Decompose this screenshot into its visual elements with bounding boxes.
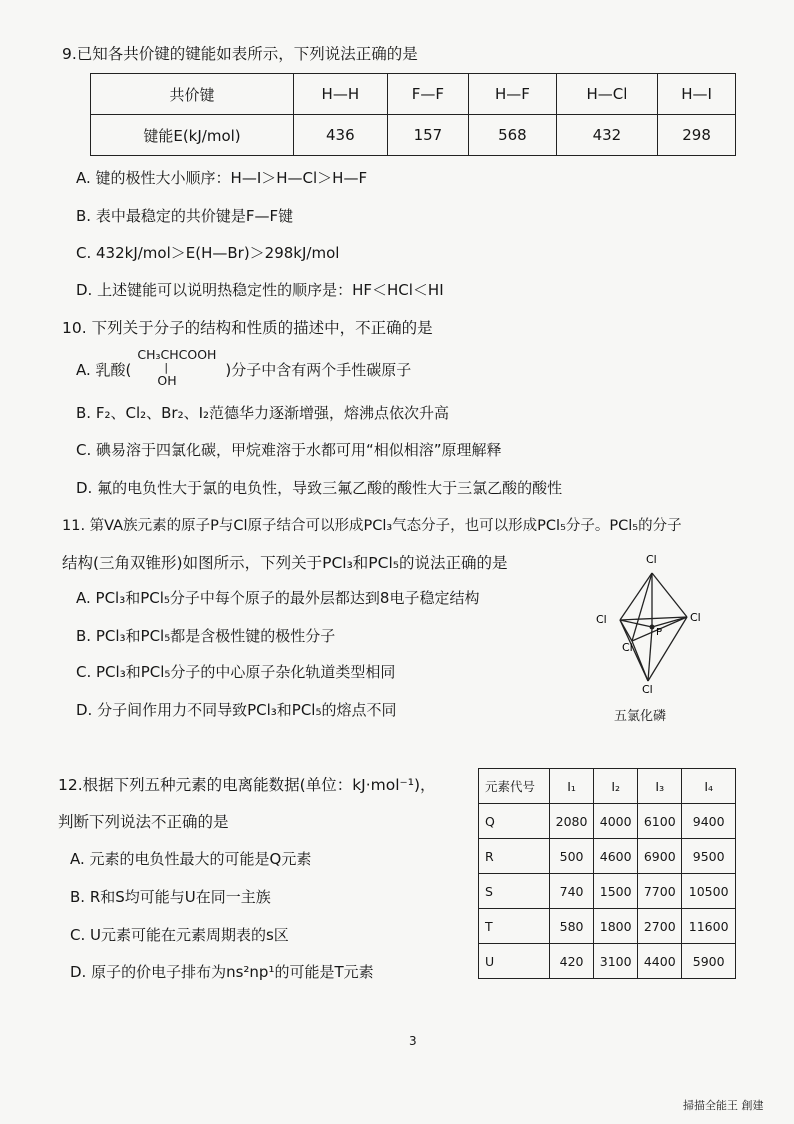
q12-option-d: D. 原子的价电子排布为ns²np¹的可能是T元素 [70,963,374,981]
q9-option-b: B. 表中最稳定的共价键是F—F键 [76,207,294,225]
table-cell: U [479,944,550,979]
q9-option-a: A. 键的极性大小顺序：H—I＞H—Cl＞H—F [76,169,368,187]
q11-stem-line2: 结构(三角双锥形)如图所示，下列关于PCl₃和PCl₅的说法正确的是 [62,554,508,572]
atom-label-p: P [656,627,663,638]
q10-option-b: B. F₂、Cl₂、Br₂、I₂范德华力逐渐增强，熔沸点依次升高 [76,404,450,422]
q11-option-d: D. 分子间作用力不同导致PCl₃和PCl₅的熔点不同 [76,701,397,719]
table-cell: 436 [294,115,388,156]
table-cell: 5900 [682,944,736,979]
table-header-cell: 元素代号 [479,769,550,804]
atom-label-cl-left: Cl [596,613,607,626]
table-header-cell: I₃ [638,769,682,804]
table-row [479,839,736,874]
q9-option-c: C. 432kJ/mol＞E(H—Br)＞298kJ/mol [76,244,340,262]
table-cell: 6100 [638,804,682,839]
table-cell: 568 [469,115,557,156]
table-cell: 157 [387,115,468,156]
q12-stem-line2: 判断下列说法不正确的是 [58,813,229,831]
table-cell: Q [479,804,550,839]
table-header-cell: H—I [658,74,736,115]
atom-label-cl-right: Cl [690,611,701,624]
table-cell: 4000 [594,804,638,839]
table-row [479,769,736,804]
q11-option-a: A. PCl₃和PCl₅分子中每个原子的最外层都达到8电子稳定结构 [76,589,480,607]
table-row [479,909,736,944]
table-cell: S [479,874,550,909]
table-cell: R [479,839,550,874]
q12-stem-line1: 12.根据下列五种元素的电离能数据(单位：kJ·mol⁻¹)， [58,776,436,794]
table-cell: 298 [658,115,736,156]
table-row [91,115,736,156]
table-header-cell: I₂ [594,769,638,804]
scanner-watermark: 掃描全能王 創建 [683,1099,764,1112]
table-header-cell: H—F [469,74,557,115]
table-cell: 1500 [594,874,638,909]
table-cell: 2080 [550,804,594,839]
table-cell: 1800 [594,909,638,944]
q12-option-a: A. 元素的电负性最大的可能是Q元素 [70,850,312,868]
table-cell: 420 [550,944,594,979]
table-header-cell: 共价键 [91,74,294,115]
table-cell: 580 [550,909,594,944]
q9-bond-energy-table [90,73,736,156]
pcl5-figure-caption: 五氯化磷 [614,709,667,724]
formula-bottom: OH [157,373,177,388]
page-number: 3 [409,1034,417,1048]
q10-option-a-prefix: A. 乳酸( [76,361,132,379]
table-cell: T [479,909,550,944]
table-header-cell: H—H [294,74,388,115]
table-cell: 9500 [682,839,736,874]
formula-bond: | [164,361,169,374]
atom-label-cl-front: Cl [622,641,633,654]
table-row [479,874,736,909]
table-cell: 9400 [682,804,736,839]
table-cell: 键能E(kJ/mol) [91,115,294,156]
q11-option-b: B. PCl₃和PCl₅都是含极性键的极性分子 [76,627,336,645]
table-row [479,944,736,979]
table-cell: 7700 [638,874,682,909]
q12-option-b: B. R和S均可能与U在同一主族 [70,888,271,906]
formula-top: CH₃CHCOOH [137,347,217,362]
atom-label-cl-top: Cl [646,553,657,566]
table-cell: 11600 [682,909,736,944]
pcl5-structure-figure [590,545,720,695]
table-row [91,74,736,115]
lactic-acid-formula [131,349,225,389]
table-header-cell: H—Cl [556,74,657,115]
table-cell: 4400 [638,944,682,979]
table-header-cell: I₄ [682,769,736,804]
table-header-cell: F—F [387,74,468,115]
table-cell: 2700 [638,909,682,944]
table-row [479,804,736,839]
q10-option-d: D. 氟的电负性大于氯的电负性，导致三氟乙酸的酸性大于三氯乙酸的酸性 [76,479,563,497]
table-cell: 432 [556,115,657,156]
table-header-cell: I₁ [550,769,594,804]
q10-stem: 10. 下列关于分子的结构和性质的描述中，不正确的是 [62,319,433,337]
table-cell: 3100 [594,944,638,979]
table-cell: 10500 [682,874,736,909]
q11-option-c: C. PCl₃和PCl₅分子的中心原子杂化轨道类型相同 [76,663,396,681]
q10-option-c: C. 碘易溶于四氯化碳，甲烷难溶于水都可用“相似相溶”原理解释 [76,441,502,459]
q12-option-c: C. U元素可能在元素周期表的s区 [70,926,289,944]
atom-label-cl-bottom: Cl [642,683,653,695]
table-cell: 740 [550,874,594,909]
q9-option-d: D. 上述键能可以说明热稳定性的顺序是：HF＜HCl＜HI [76,281,444,299]
q10-option-a-suffix: )分子中含有两个手性碳原子 [225,361,412,379]
q12-ionization-energy-table [478,768,736,979]
q10-option-a [76,349,411,389]
pcl5-structure-diagram [590,545,720,695]
table-cell: 6900 [638,839,682,874]
q9-stem: 9.已知各共价键的键能如表所示，下列说法正确的是 [62,45,418,63]
table-cell: 500 [550,839,594,874]
q11-stem-line1: 11. 第VA族元素的原子P与Cl原子结合可以形成PCl₃气态分子，也可以形成PCl₅分子。PCl₅的分子 [62,518,682,534]
table-cell: 4600 [594,839,638,874]
